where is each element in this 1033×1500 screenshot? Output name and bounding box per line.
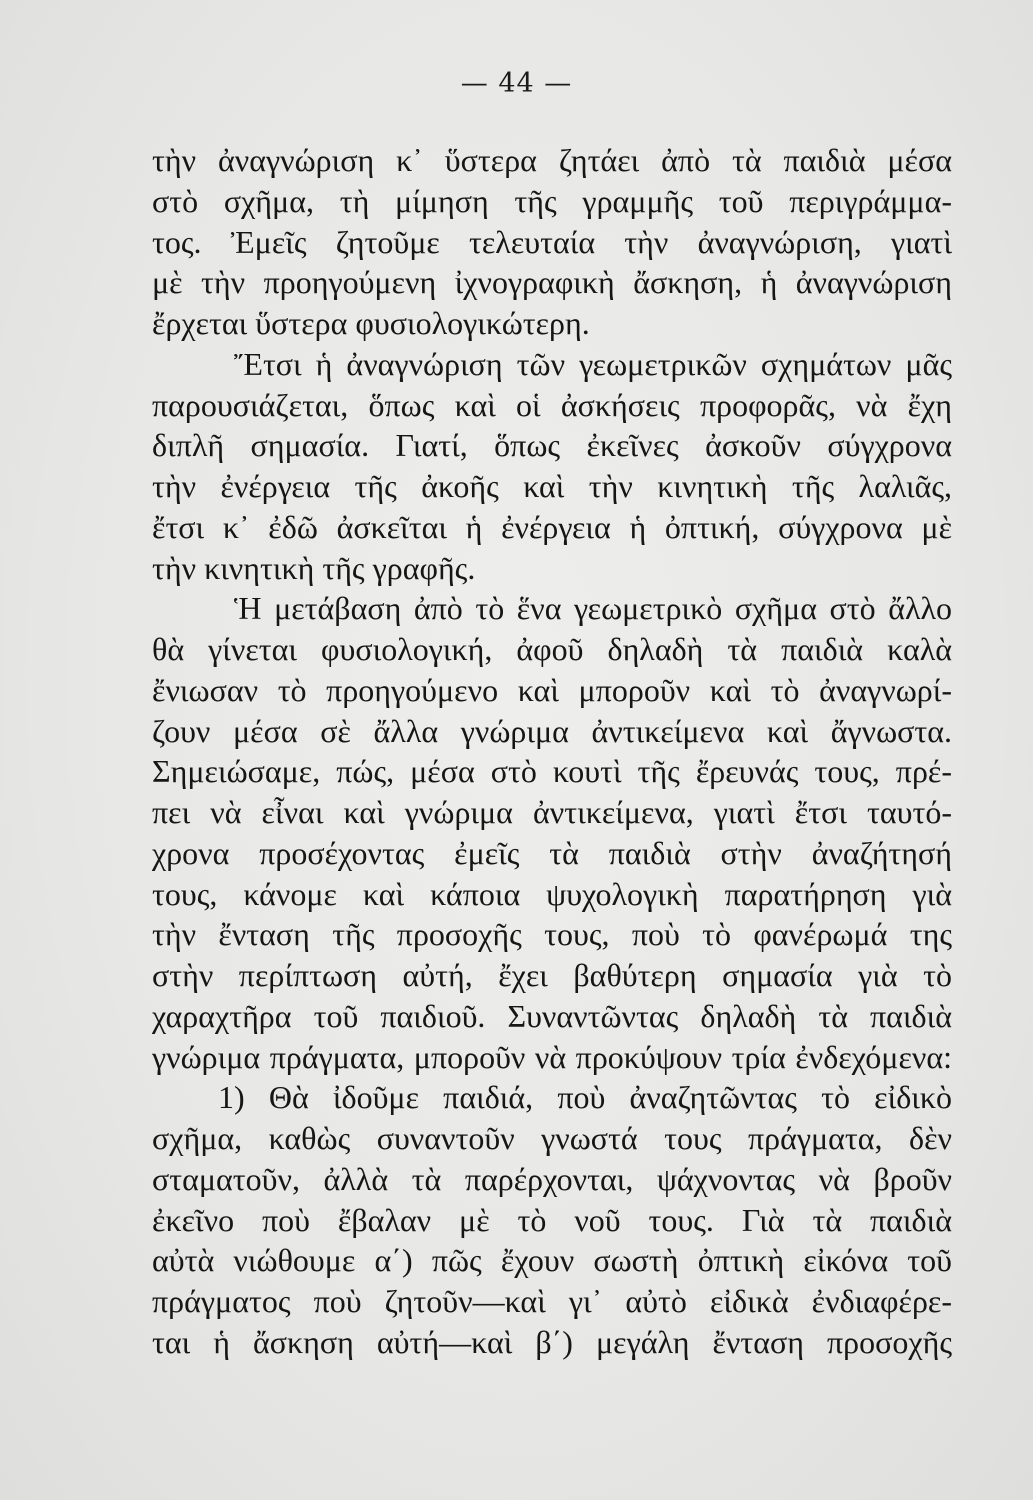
text-line: παρουσιάζεται, ὅπως καὶ οἱ ἀσκήσεις προφορᾶς, νὰ ἔχη <box>152 386 952 423</box>
text-line: γνώριμα πράγματα, μποροῦν νὰ προκύψουν τρία ἐνδεχόμενα: <box>152 1038 952 1075</box>
page-number: — 44 — <box>460 68 573 99</box>
text-line: μὲ τὴν προηγούμενη ἰχνογραφικὴ ἄσκηση, ἡ ἀναγνώριση <box>152 264 952 301</box>
text-line: ἔρχεται ὕστερα φυσιολογικώτερη. <box>152 305 590 341</box>
text-line: Ἡ μετάβαση ἀπὸ τὸ ἕνα γεωμετρικὸ σχῆμα στὸ ἄλλο <box>234 590 952 627</box>
text-line: σταματοῦν, ἀλλὰ τὰ παρέρχονται, ψάχνοντας νὰ βροῦν <box>152 1160 952 1197</box>
text-line: τους, κάνομε καὶ κάποια ψυχολογικὴ παρατήρηση γιὰ <box>152 875 952 912</box>
text-line: ζουν μέσα σὲ ἄλλα γνώριμα ἀντικείμενα καὶ ἄγνωστα. <box>152 712 952 749</box>
text-line: ἔτσι κ᾿ ἐδῶ ἀσκεῖται ἡ ἐνέργεια ἡ ὀπτική, σύγχρονα μὲ <box>152 508 952 545</box>
text-line: τὴν ἔνταση τῆς προσοχῆς τους, ποὺ τὸ φανέρωμά της <box>152 916 952 953</box>
text-line: σχῆμα, καθὼς συναντοῦν γνωστά τους πράγματα, δὲν <box>152 1120 952 1156</box>
text-line: χαραχτῆρα τοῦ παιδιοῦ. Συναντῶντας δηλαδὴ τὰ παιδιὰ <box>152 997 952 1034</box>
text-line: αὐτὰ νιώθουμε α΄) πῶς ἔχουν σωστὴ ὀπτικὴ εἰκόνα τοῦ <box>152 1242 952 1279</box>
text-line: στὴν περίπτωση αὐτή, ἔχει βαθύτερη σημασία γιὰ τὸ <box>152 957 952 993</box>
text-line: τος. Ἐμεῖς ζητοῦμε τελευταία τὴν ἀναγνώριση, γιατὶ <box>152 223 952 260</box>
text-line: ἐκεῖνο ποὺ ἔβαλαν μὲ τὸ νοῦ τους. Γιὰ τὰ παιδιὰ <box>152 1201 952 1238</box>
text-line: Σημειώσαμε, πώς, μέσα στὸ κουτὶ τῆς ἔρευνάς τους, πρέ- <box>152 753 952 790</box>
text-line: στὸ σχῆμα, τὴ μίμηση τῆς γραμμῆς τοῦ περιγράμμα- <box>152 182 952 219</box>
text-line: πράγματος ποὺ ζητοῦν—καὶ γι᾿ αὐτὸ εἰδικὰ ἐνδιαφέρε- <box>152 1283 952 1319</box>
text-line: τὴν ἀναγνώριση κ᾿ ὕστερα ζητάει ἀπὸ τὰ παιδιὰ μέσα <box>152 142 952 178</box>
text-line: πει νὰ εἶναι καὶ γνώριμα ἀντικείμενα, γιατὶ ἔτσι ταυτό- <box>152 794 952 830</box>
body-text <box>152 140 952 1363</box>
text-line: διπλῆ σημασία. Γιατί, ὅπως ἐκεῖνες ἀσκοῦν σύγχρονα <box>152 427 952 464</box>
text-line: τὴν κινητικὴ τῆς γραφῆς. <box>152 549 476 586</box>
text-line: θὰ γίνεται φυσιολογική, ἀφοῦ δηλαδὴ τὰ παιδιὰ καλὰ <box>152 631 952 667</box>
text-line: χρονα προσέχοντας ἐμεῖς τὰ παιδιὰ στὴν ἀναζήτησή <box>152 834 952 871</box>
text-line: 1) Θὰ ἰδοῦμε παιδιά, ποὺ ἀναζητῶντας τὸ εἰδικὸ <box>218 1079 952 1116</box>
text-line: τὴν ἐνέργεια τῆς ἀκοῆς καὶ τὴν κινητικὴ τῆς λαλιᾶς, <box>152 468 952 504</box>
text-line: ἔνιωσαν τὸ προηγούμενο καὶ μποροῦν καὶ τὸ ἀναγνωρί- <box>152 671 952 708</box>
text-line: Ἔτσι ἡ ἀναγνώριση τῶν γεωμετρικῶν σχημάτων μᾶς <box>234 345 952 382</box>
text-line: ται ἡ ἄσκηση αὐτή—καὶ β΄) μεγάλη ἔνταση προσοχῆς <box>152 1323 952 1360</box>
